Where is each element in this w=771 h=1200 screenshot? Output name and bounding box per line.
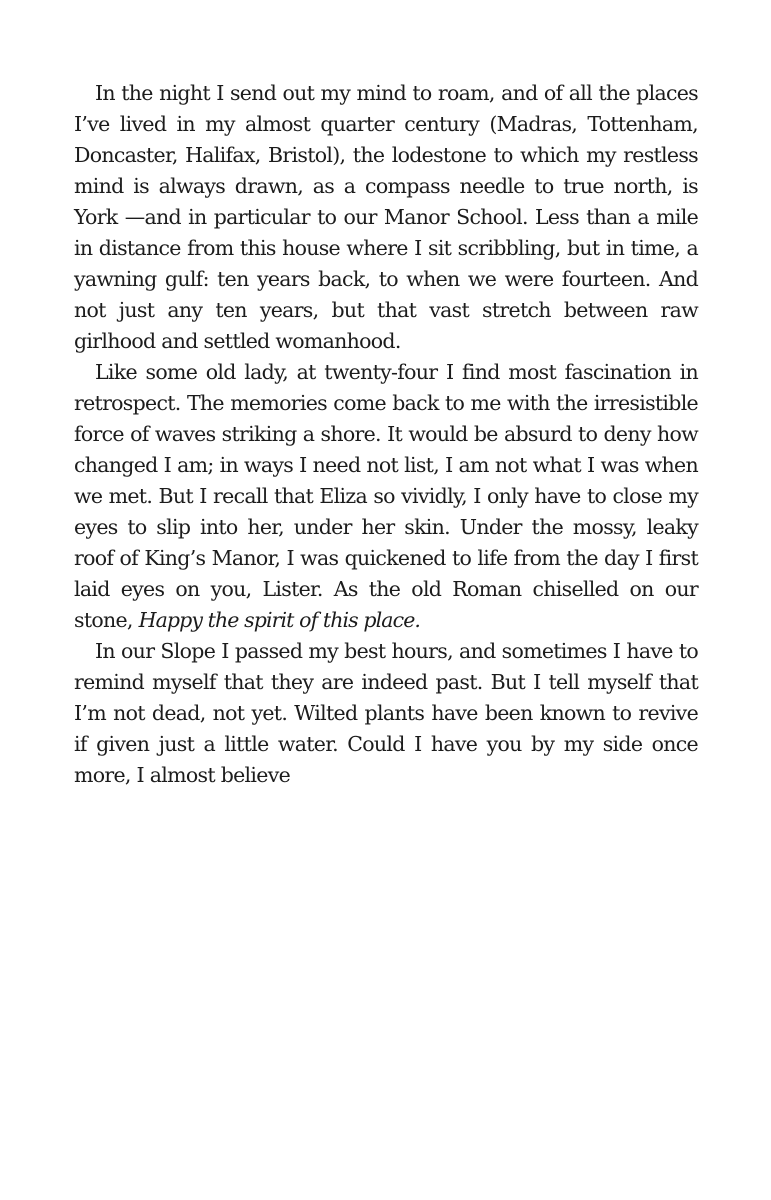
- paragraph-3: [74, 636, 698, 791]
- paragraph-2: [74, 357, 698, 636]
- paragraph-2-text: Like some old lady, at twenty-four I find most fascination in retrospect. The memories come back to me with the irresistible force of waves striking a shore. It would be absurd to deny how changed I am; in ways I need not list, I am not what I was when we met. But I recall that Eliza so vividly, I only have to close my eyes to slip into her, under her skin. Under the mossy, leaky roof of King’s Manor, I was quickened to life from the day I first laid eyes on you, Lister. As the old Roman chiselled on our stone,: [74, 360, 698, 632]
- paragraph-1-text: In the night I send out my mind to roam, and of all the places I’ve lived in my almost quarter century (Madras, Tottenham, Doncaster, Halifax, Bristol), the lodestone to which my restless mind is always drawn, as a compass needle to true north, is York —and in particular to our Manor School. Less than a mile in distance from this house where I sit scribbling, but in time, a yawning gulf: ten years back, to when we were fourteen. And not just any ten years, but that vast stretch between raw girlhood and settled womanhood.: [74, 81, 698, 353]
- page-body: [74, 78, 698, 791]
- paragraph-2-italic-quote: Happy the spirit of this place.: [138, 608, 421, 632]
- paragraph-1: [74, 78, 698, 357]
- paragraph-3-text: In our Slope I passed my best hours, and sometimes I have to remind myself that they are indeed past. But I tell myself that I’m not dead, not yet. Wilted plants have been known to revive if given just a little water. Could I have you by my side once more, I almost believe: [74, 639, 698, 787]
